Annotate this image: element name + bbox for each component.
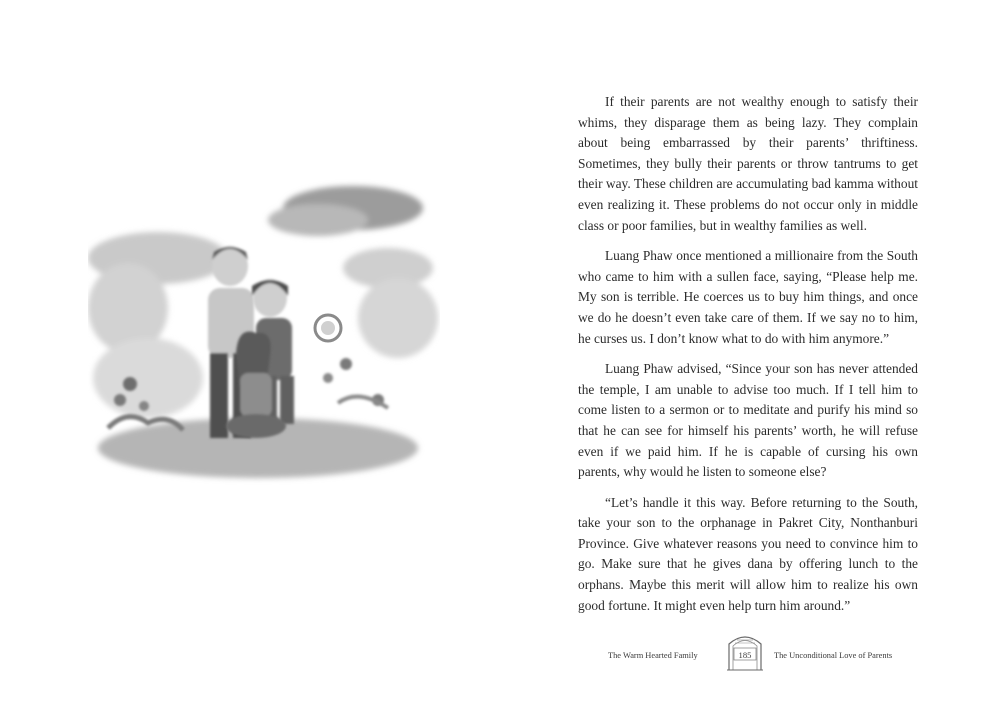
sun-toy — [315, 315, 341, 341]
paragraph: Luang Phaw advised, “Since your son has never attended the temple, I am unable to advise too much. If I tell him to come listen to a sermon or to meditate and purify his mind so that he can see for himself his parents’ worth, he will refuse even if we paid him. If he is capable of cursing his own parents, why would he listen to someone else? — [578, 361, 918, 480]
flowers-right — [323, 358, 388, 408]
page-footer — [560, 630, 960, 674]
paragraph: “Let’s handle it this way. Before returning to the South, take your son to the orphanage in Pakret City, Nonthanburi Province. Give whatever reasons you need to convince him to go. Make sure that he gives dana by offering lunch to the orphans. Maybe this merit will allow him to realize his own good fortune. It might even help turn him around.” — [578, 494, 918, 613]
body-text — [578, 92, 918, 626]
book-title: The Warm Hearted Family — [608, 651, 698, 660]
page-number: 185 — [738, 650, 752, 660]
family-watercolor-illustration — [88, 178, 440, 498]
paragraph: If their parents are not wealthy enough to satisfy their whims, they disparage them as being lazy. They complain about being embarrassed by their parents’ thriftiness. Sometimes, they bully their parents or throw tantrums to get their way. These children are accumulating bad kamma without even realizing it. These problems do not occur only in middle class or poor families, but in wealthy families as well. — [578, 94, 918, 233]
paragraph: Luang Phaw once mentioned a millionaire from the South who came to him with a sullen face, saying, “Please help me. My son is terrible. He coerces us to buy him things, and once we do he doesn’t even take care of them. If we say no to him, he curses us. I don’t know what to do with him anymore.” — [578, 248, 918, 346]
chapter-title: The Unconditional Love of Parents — [774, 651, 893, 660]
